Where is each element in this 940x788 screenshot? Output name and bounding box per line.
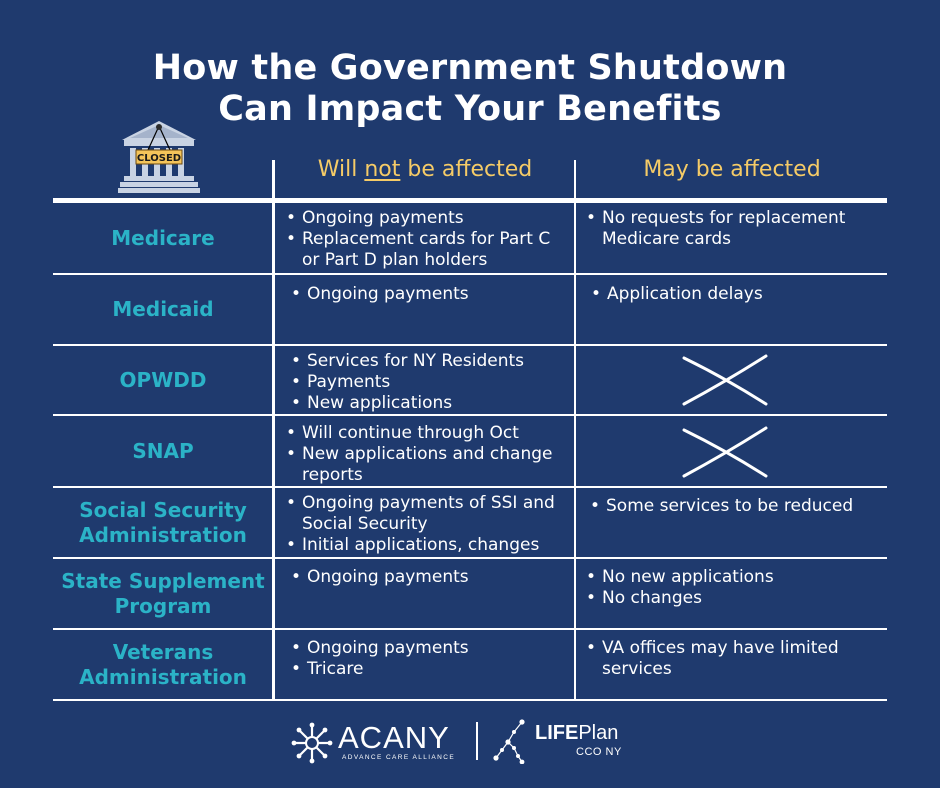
lifeplan-wordmark <box>535 722 618 745</box>
title-line-2: Can Impact Your Benefits <box>218 89 722 129</box>
list-item: • Replacement cards for Part C or Part D plan holders <box>280 229 572 271</box>
column-divider-2 <box>574 160 576 700</box>
list-item: • No changes <box>580 588 880 609</box>
list-item: • Ongoing payments <box>285 638 572 659</box>
list-item: • No new applications <box>580 567 880 588</box>
cell-veterans-not-affected <box>285 638 572 680</box>
list-item: • No requests for replacement Medicare cards <box>580 208 880 250</box>
cell-medicaid-not-affected <box>285 284 572 305</box>
list-item: • New applications and change reports <box>280 444 572 486</box>
title-line-1: How the Government Shutdown <box>152 48 788 88</box>
row-label-social-security: Social Security Administration <box>79 497 247 547</box>
column-header-may-be-affected: May be affected <box>643 157 821 182</box>
list-item: • Application delays <box>585 284 880 305</box>
cell-opwdd-not-affected <box>285 351 572 414</box>
acany-logo-icon <box>291 722 333 764</box>
list-item: • VA offices may have limited services <box>580 638 880 680</box>
lifeplan-subtitle: CCO NY <box>576 746 622 758</box>
list-item: • Ongoing payments of SSI and Social Security <box>280 493 572 535</box>
list-item: • New applications <box>285 393 572 414</box>
lifeplan-plan: Plan <box>578 722 619 744</box>
cell-state-supplement-not-affected <box>285 567 572 588</box>
list-item: • Ongoing payments <box>285 284 572 305</box>
lifeplan-logo-icon <box>492 718 532 764</box>
row-divider <box>53 699 887 701</box>
closed-sign-text: CLOSED <box>136 153 182 164</box>
list-item: • Payments <box>285 372 572 393</box>
acany-wordmark: ACANY <box>338 720 450 755</box>
list-item: • Ongoing payments <box>280 208 572 229</box>
x-mark-icon <box>680 350 770 410</box>
footer-divider <box>476 722 478 760</box>
lifeplan-life: LIFE <box>535 722 579 744</box>
list-item: • Tricare <box>285 659 572 680</box>
list-item: • Some services to be reduced <box>584 496 880 517</box>
not-emphasis: not <box>364 157 401 182</box>
row-label-snap: SNAP <box>132 438 194 463</box>
cell-veterans-may-affected <box>580 638 880 680</box>
cell-social-security-may-affected <box>584 496 880 517</box>
row-label-opwdd: OPWDD <box>119 367 207 392</box>
closed-building-icon <box>118 118 200 194</box>
cell-medicare-not-affected <box>280 208 572 271</box>
column-header-not-affected: Will not be affected <box>317 157 533 182</box>
row-label-state-supplement: State Supplement Program <box>61 568 265 618</box>
x-mark-icon <box>680 422 770 482</box>
cell-medicaid-may-affected <box>585 284 880 305</box>
list-item: • Ongoing payments <box>285 567 572 588</box>
cell-state-supplement-may-affected <box>580 567 880 609</box>
acany-subtitle: ADVANCE CARE ALLIANCE <box>342 754 456 761</box>
row-label-medicare: Medicare <box>111 225 215 250</box>
list-item: • Will continue through Oct <box>280 423 572 444</box>
cell-snap-not-affected <box>280 423 572 486</box>
list-item: • Services for NY Residents <box>285 351 572 372</box>
footer-logos <box>0 716 940 766</box>
row-label-medicaid: Medicaid <box>112 297 214 321</box>
cell-medicare-may-affected <box>580 208 880 250</box>
row-label-veterans: Veterans Administration <box>79 639 247 689</box>
list-item: • Initial applications, changes <box>280 535 572 556</box>
cell-social-security-not-affected <box>280 493 572 556</box>
